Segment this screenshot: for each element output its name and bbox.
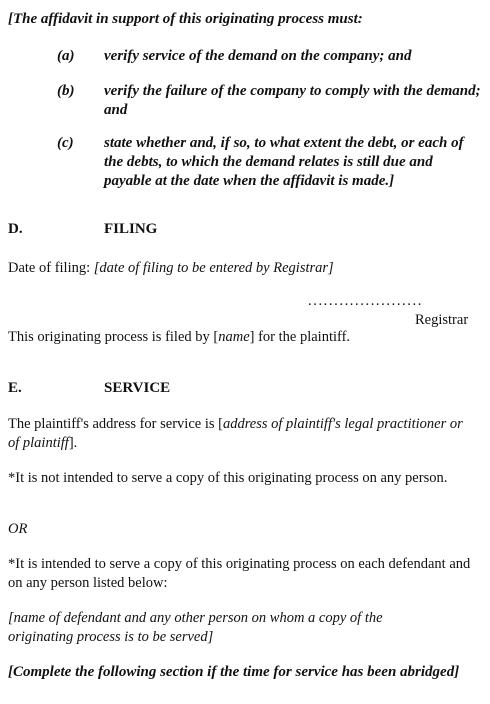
- intended-paragraph: *It is intended to serve a copy of this originating process on each defendant and on any person listed below:: [8, 556, 471, 591]
- item-text-a: verify service of the demand on the company; and: [104, 48, 412, 64]
- filed-by-name: name: [218, 329, 250, 345]
- item-text-b: verify the failure of the company to comply with the demand; and: [104, 83, 481, 118]
- filed-by-post: ] for the plaintiff.: [249, 329, 351, 345]
- item-text-c: state whether and, if so, to what extent the debt, or each of the debts, to which the demand relates is still due and payable at the date when the affidavit is made.]: [104, 135, 464, 189]
- filing-date-label: Date of filing:: [8, 260, 91, 276]
- item-label-b: (b): [57, 83, 75, 99]
- filed-by-line: [8, 328, 486, 347]
- section-heading-service: SERVICE: [104, 380, 171, 396]
- filing-date-line: [8, 259, 486, 278]
- not-intended-paragraph: *It is not intended to serve a copy of this originating process on any person.: [8, 470, 448, 486]
- service-address-italic: address of plaintiff's legal practitioner or of plaintiff: [8, 416, 463, 451]
- section-letter-e: E.: [8, 380, 22, 396]
- persons-to-serve: [name of defendant and any other person on whom a copy of the originating process is to be served]: [8, 610, 383, 645]
- affidavit-intro: [The affidavit in support of this originating process must:: [8, 11, 363, 27]
- or-separator: OR: [8, 521, 28, 537]
- service-address-post: ].: [68, 435, 78, 451]
- service-address-pre: The plaintiff's address for service is [: [8, 416, 223, 432]
- filed-by-pre: This originating process is filed by [: [8, 329, 219, 345]
- service-address: [8, 415, 468, 453]
- section-heading-filing: FILING: [104, 221, 158, 237]
- section-letter-d: D.: [8, 221, 23, 237]
- signature-line: ......................: [308, 293, 423, 309]
- item-label-a: (a): [57, 48, 75, 64]
- signature-role: Registrar: [415, 312, 469, 328]
- item-label-c: (c): [57, 135, 74, 151]
- abridged-instruction: [Complete the following section if the time for service has been abridged]: [8, 664, 460, 680]
- filing-date-value: [date of filing to be entered by Registrar]: [93, 260, 334, 276]
